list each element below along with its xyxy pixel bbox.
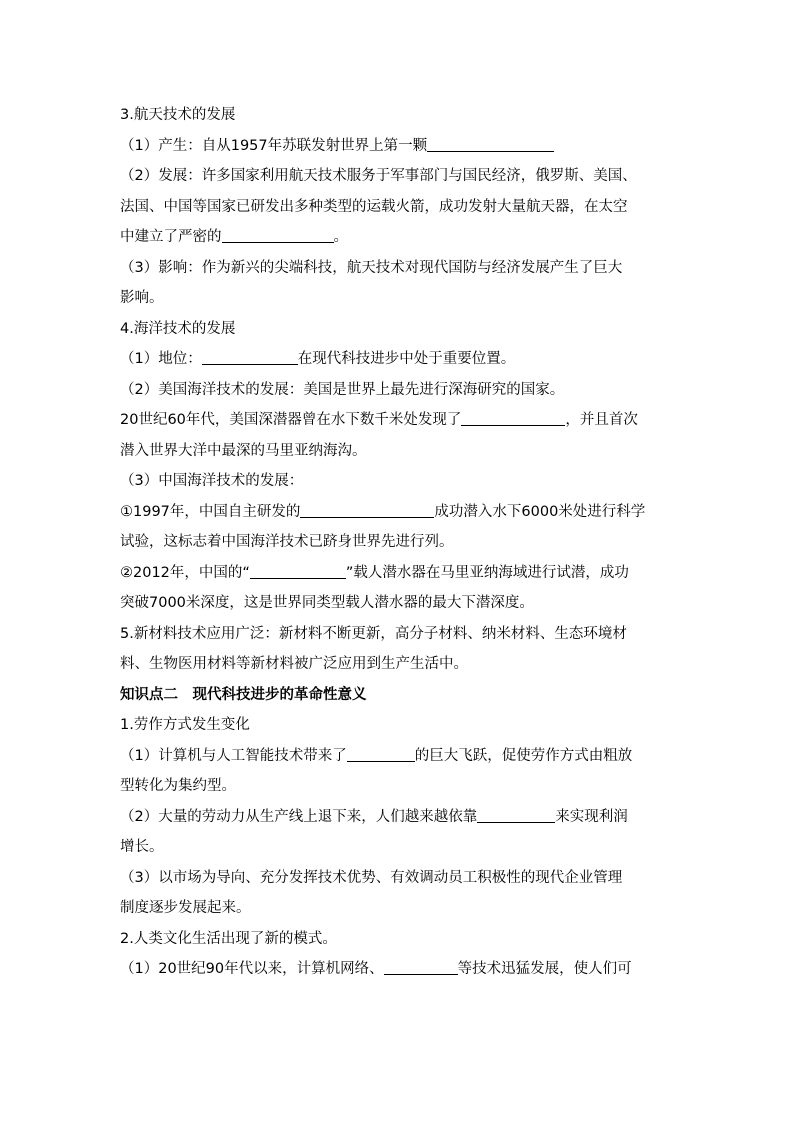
text-line — [120, 558, 676, 589]
line-text-after-blank: 成功潜入水下6000米处进行科学 — [434, 503, 646, 520]
text-line — [120, 100, 676, 131]
text-line — [120, 588, 676, 619]
line-text-after-blank: 等技术迅猛发展，使人们可 — [457, 961, 632, 977]
text-line — [120, 741, 676, 772]
line-text-before-blank: （1）地位： — [120, 351, 202, 367]
line-text: 4.海洋技术的发展 — [120, 320, 236, 337]
text-line — [120, 314, 676, 345]
line-text: （3）以市场为导向、充分发挥技术优势、有效调动员工积极性的现代企业管理 — [120, 869, 623, 886]
line-text: 型转化为集约型。 — [120, 778, 236, 794]
line-text: 3.航天技术的发展 — [120, 107, 236, 123]
text-line — [120, 253, 676, 284]
line-text-before-blank: 20世纪60年代，美国深潜器曾在水下数千米处发现了 — [120, 412, 462, 428]
line-text-after-blank: 的巨大飞跃，促使劳作方式由粗放 — [414, 747, 633, 764]
line-text-before-blank: 中建立了严密的 — [120, 229, 222, 245]
text-line — [120, 863, 676, 894]
text-line — [120, 436, 676, 467]
line-text: 潜入世界大洋中最深的马里亚纳海沟。 — [120, 442, 367, 459]
line-text: 1.劳作方式发生变化 — [120, 717, 250, 733]
line-text-after-blank: 来实现利润 — [555, 808, 628, 825]
fill-in-blank[interactable] — [222, 224, 334, 243]
text-line — [120, 344, 676, 375]
line-text-before-blank: （1）20世纪90年代以来，计算机网络、 — [120, 961, 384, 977]
fill-in-blank[interactable] — [461, 407, 565, 426]
line-text: 法国、中国等国家已研发出多种类型的运载火箭，成功发射大量航天器，在太空 — [120, 198, 628, 215]
line-text-before-blank: ①1997年，中国自主研发的 — [120, 503, 301, 520]
text-line — [120, 222, 676, 253]
line-text: （3）影响：作为新兴的尖端科技，航天技术对现代国防与经济发展产生了巨大 — [120, 259, 623, 276]
fill-in-blank[interactable] — [250, 560, 346, 579]
section-heading — [120, 680, 676, 711]
fill-in-blank[interactable] — [384, 956, 458, 975]
fill-in-blank[interactable] — [347, 743, 415, 762]
fill-in-blank[interactable] — [300, 499, 434, 518]
line-text: （2）发展：许多国家利用航天技术服务于军事部门与国民经济，俄罗斯、美国、 — [120, 168, 637, 184]
line-text-before-blank: （1）计算机与人工智能技术带来了 — [120, 747, 347, 764]
text-line — [120, 893, 676, 924]
line-text: 2.人类文化生活出现了新的模式。 — [120, 930, 337, 947]
line-text: 料、生物医用材料等新材料被广泛应用到生产生活中。 — [120, 656, 468, 672]
line-text: （3）中国海洋技术的发展： — [120, 473, 304, 489]
line-text: 试验，这标志着中国海洋技术已跻身世界先进行列。 — [120, 534, 454, 550]
text-line — [120, 497, 676, 528]
text-line — [120, 283, 676, 314]
text-line — [120, 771, 676, 802]
text-line — [120, 527, 676, 558]
fill-in-blank[interactable] — [477, 804, 555, 823]
line-text: 5.新材料技术应用广泛：新材料不断更新，高分子材料、纳米材料、生态环境材 — [120, 625, 627, 642]
text-line — [120, 131, 676, 162]
line-text-after-blank: 。 — [333, 229, 348, 245]
text-line — [120, 802, 676, 833]
line-text: （2）美国海洋技术的发展：美国是世界上最先进行深海研究的国家。 — [120, 381, 565, 398]
fill-in-blank[interactable] — [202, 346, 298, 365]
line-text: 知识点二 现代科技进步的革命性意义 — [120, 686, 367, 703]
line-text-before-blank: （2）大量的劳动力从生产线上退下来，人们越来越依靠 — [120, 808, 478, 825]
text-line — [120, 649, 676, 680]
document-body — [120, 100, 676, 985]
line-text-after-blank: ”载人潜水器在马里亚纳海域进行试潜，成功 — [345, 564, 629, 581]
line-text: 增长。 — [120, 839, 164, 855]
line-text: 制度逐步发展起来。 — [120, 900, 251, 916]
line-text: 影响。 — [120, 290, 164, 306]
text-line — [120, 192, 676, 223]
text-line — [120, 619, 676, 650]
fill-in-blank[interactable] — [427, 133, 554, 152]
text-line — [120, 832, 676, 863]
line-text-after-blank: ，并且首次 — [565, 412, 638, 428]
text-line — [120, 375, 676, 406]
text-line — [120, 405, 676, 436]
text-line — [120, 161, 676, 192]
text-line — [120, 466, 676, 497]
text-line — [120, 710, 676, 741]
text-line — [120, 954, 676, 985]
line-text-before-blank: （1）产生：自从1957年苏联发射世界上第一颗 — [120, 137, 428, 154]
line-text: 突破7000米深度，这是世界同类型载人潜水器的最大下潜深度。 — [120, 595, 534, 611]
line-text-before-blank: ②2012年，中国的“ — [120, 564, 250, 581]
line-text-after-blank: 在现代科技进步中处于重要位置。 — [297, 351, 516, 367]
text-line — [120, 924, 676, 955]
